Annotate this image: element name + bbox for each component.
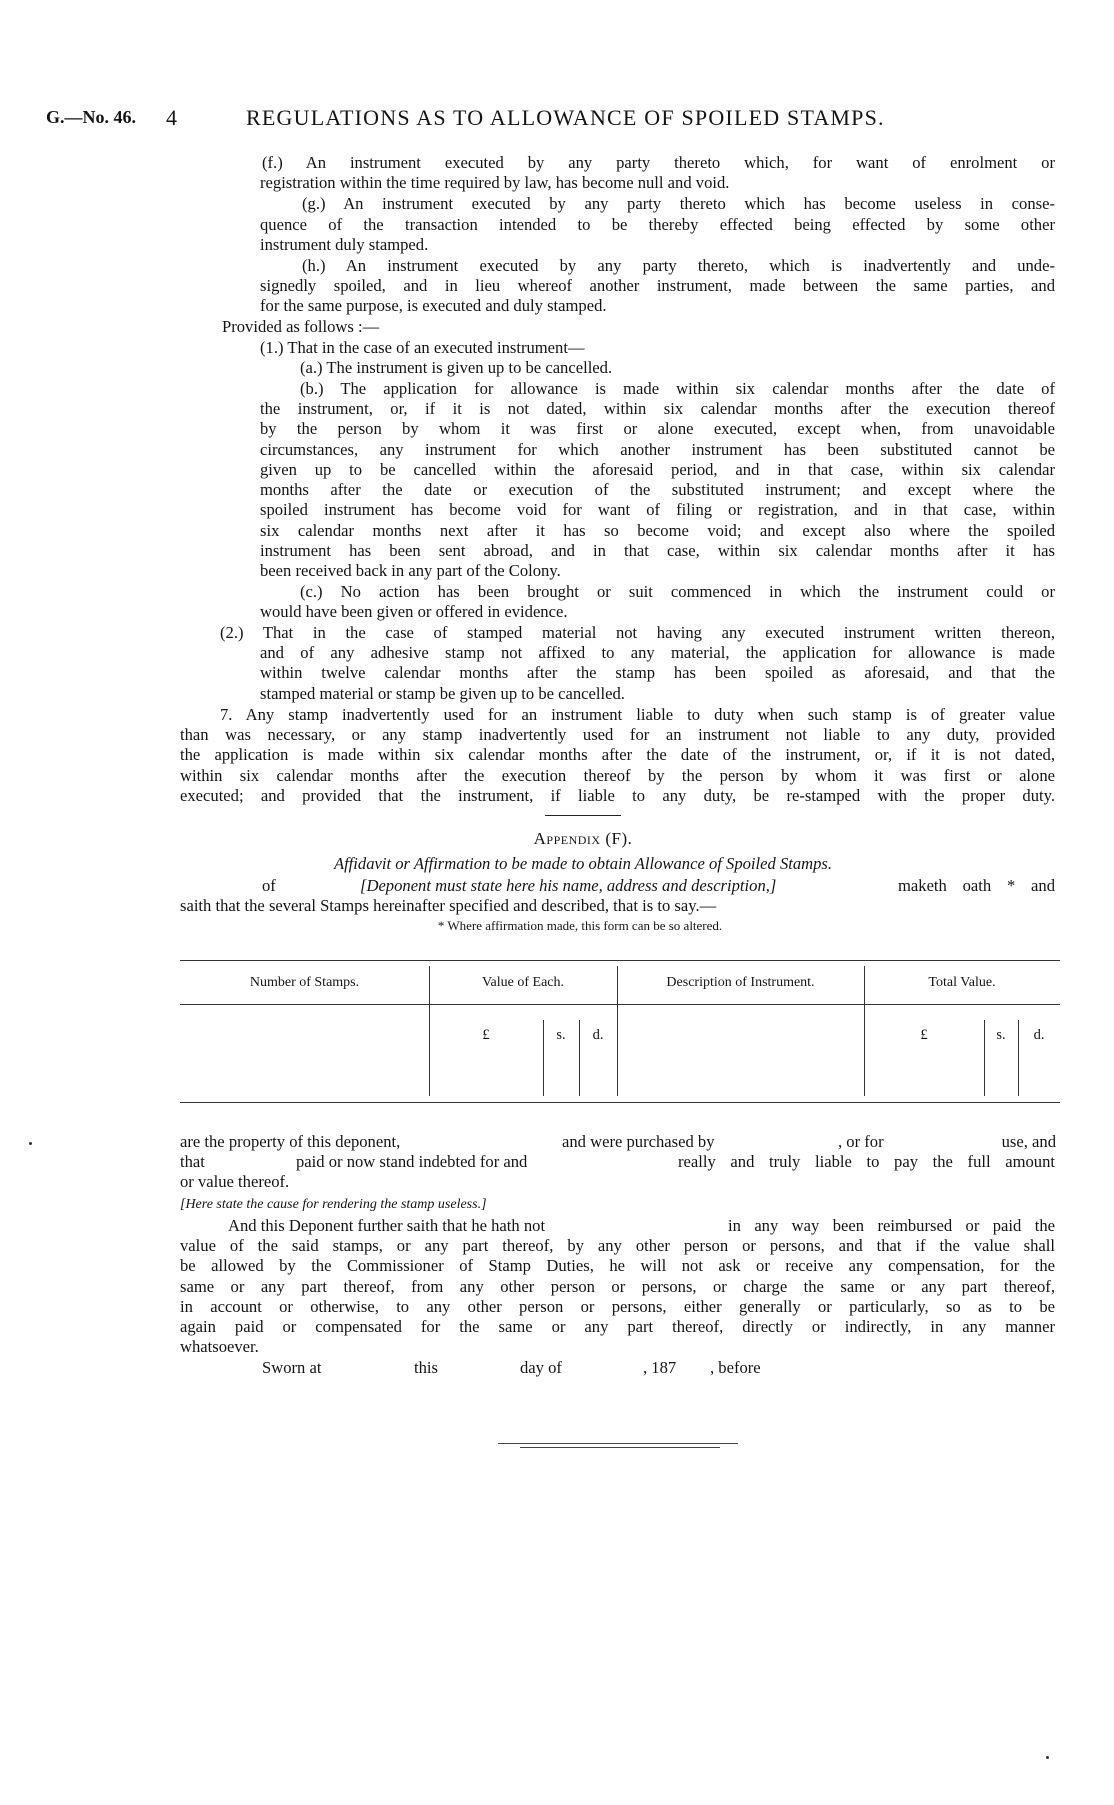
paid-or-indebted: paid or now stand indebted for and (296, 1152, 528, 1171)
purchased-by: and were purchased by (562, 1132, 715, 1151)
appendix-title: Appendix (F). (533, 829, 633, 848)
unit-pounds: £ (482, 1027, 490, 1043)
stamps-table (180, 960, 1060, 1120)
that-word: that (180, 1152, 205, 1171)
affirmation-footnote: * Where affirmation made, this form can be so altered. (437, 918, 723, 933)
proviso-2-cont: and of any adhesive stamp not affixed to any material, the application for allowance is made within twelve calendar months after the stamp has been spoiled as aforesaid, and that the stamped material or stamp be given up to be cancelled. (260, 643, 1055, 703)
section-divider (545, 815, 621, 816)
margin-dot (29, 1142, 32, 1145)
page-title: REGULATIONS AS TO ALLOWANCE OF SPOILED STAMPS. (246, 105, 885, 130)
sworn-day-of: day of (520, 1358, 562, 1377)
proviso-b: (b.) The application for allowance is made within six calendar months after the date of (300, 379, 1055, 398)
column-header-description: Description of Instrument. (666, 975, 815, 990)
proviso-b-cont: the instrument, or, if it is not dated, within six calendar months after the execution thereof by the person by whom it was first or alone executed, except when, from unavoidable circumstances, any instrument for which another instrument has been substituted cannot be given up to be cancelled within the aforesaid period, and in that case, within six calendar months after the date or execution of the substituted instrument; and except where the spoiled instrument has become void for want of filing or registration, and in that case, within six calendar months next after it has so become void; and except also where the spoiled instrument has been sent abroad, and in that case, within six calendar months after it has been received back in any part of the Colony. (260, 399, 1055, 581)
proviso-2: (2.) That in the case of stamped material not having any executed instrument written thereon, (220, 623, 1055, 642)
sworn-this: this (414, 1358, 438, 1377)
table-bottom-rule (180, 1102, 1060, 1103)
unit-pounds-total: £ (920, 1027, 928, 1043)
unit-shillings: s. (556, 1027, 566, 1043)
sworn-year: , 187 (643, 1358, 677, 1377)
sworn-before: , before (710, 1358, 761, 1377)
table-header-rule (180, 1004, 1060, 1005)
clause-g: (g.) An instrument executed by any party thereto which has become useless in conse- (302, 194, 1055, 213)
margin-dot (1046, 1756, 1049, 1759)
column-header-number: Number of Stamps. (249, 975, 360, 990)
appendix-subtitle: Affidavit or Affirmation to be made to obtain Allowance of Spoiled Stamps. (333, 854, 833, 873)
unit-shillings-total: s. (996, 1027, 1006, 1043)
page-header (46, 105, 1056, 135)
sworn-at: Sworn at (262, 1358, 322, 1377)
end-rule (520, 1447, 720, 1448)
document-reference: G.—No. 46. (46, 107, 136, 127)
reimbursed: in any way been reimbursed or paid the (728, 1216, 1055, 1235)
proviso-c-cont: would have been given or offered in evidence. (260, 602, 568, 621)
clause-f: (f.) An instrument executed by any party thereto which, for want of enrolment or (262, 153, 1055, 172)
unit-pence-total: d. (1033, 1027, 1045, 1043)
proviso-c: (c.) No action has been brought or suit commenced in which the instrument could or (300, 582, 1055, 601)
use-and: use, and (1001, 1132, 1056, 1151)
property-clause: are the property of this deponent, (180, 1132, 401, 1151)
clause-7-cont: than was necessary, or any stamp inadvertently used for an instrument not liable to any duty, provided the application is made within six calendar months after the date of the instrument, or, if it is not dated, within six calendar months after the execution thereof by the person by whom it was first or alone executed; and provided that the instrument, if liable to any duty, be re-stamped with the proper duty. (180, 725, 1055, 805)
deponent-instruction: [Deponent must state here his name, address and description,] (360, 876, 777, 895)
value-thereof: or value thereof. (180, 1172, 290, 1191)
clause-h: (h.) An instrument executed by any party thereto, which is inadvertently and unde- (302, 256, 1055, 275)
liable-to-pay: really and truly liable to pay the full amount (678, 1152, 1055, 1171)
clause-7: 7. Any stamp inadvertently used for an instrument liable to duty when such stamp is of greater value (220, 705, 1055, 724)
affidavit-line-2: saith that the several Stamps hereinafter specified and described, that is to say.— (180, 896, 717, 915)
or-for: , or for (838, 1132, 884, 1151)
table-top-rule (180, 960, 1060, 961)
clause-h-cont: signedly spoiled, and in lieu whereof another instrument, made between the same parties, and for the same purpose, is executed and duly stamped. (260, 276, 1055, 316)
page-number: 4 (166, 105, 177, 130)
cause-instruction: [Here state the cause for rendering the stamp useless.] (180, 1197, 487, 1212)
proviso-1: (1.) That in the case of an executed instrument— (260, 338, 585, 357)
affidavit-of: of (262, 876, 276, 895)
column-header-value: Value of Each. (481, 975, 565, 990)
further-paragraph: value of the said stamps, or any part thereof, by any other person or persons, and that if the value shall be allowed by the Commissioner of Stamp Duties, he will not ask or receive any compensation, for the same or any part thereof, from any other person or persons, or charge the same or any part thereof, in account or otherwise, to any other person or persons, either generally or particularly, so as to be again paid or compensated for the same or any part thereof, directly or indirectly, in any manner whatsoever. (180, 1236, 1055, 1357)
maketh-oath: maketh oath * and (898, 876, 1055, 895)
clause-f-cont: registration within the time required by law, has become null and void. (260, 173, 730, 192)
proviso-a: (a.) The instrument is given up to be cancelled. (300, 358, 613, 377)
unit-pence: d. (592, 1027, 604, 1043)
clause-g-cont: quence of the transaction intended to be thereby effected being effected by some other instrument duly stamped. (260, 215, 1055, 255)
provided-heading: Provided as follows :— (222, 317, 380, 336)
end-rule (498, 1443, 738, 1444)
further-saith: And this Deponent further saith that he hath not (228, 1216, 546, 1235)
column-header-total: Total Value. (928, 975, 996, 990)
